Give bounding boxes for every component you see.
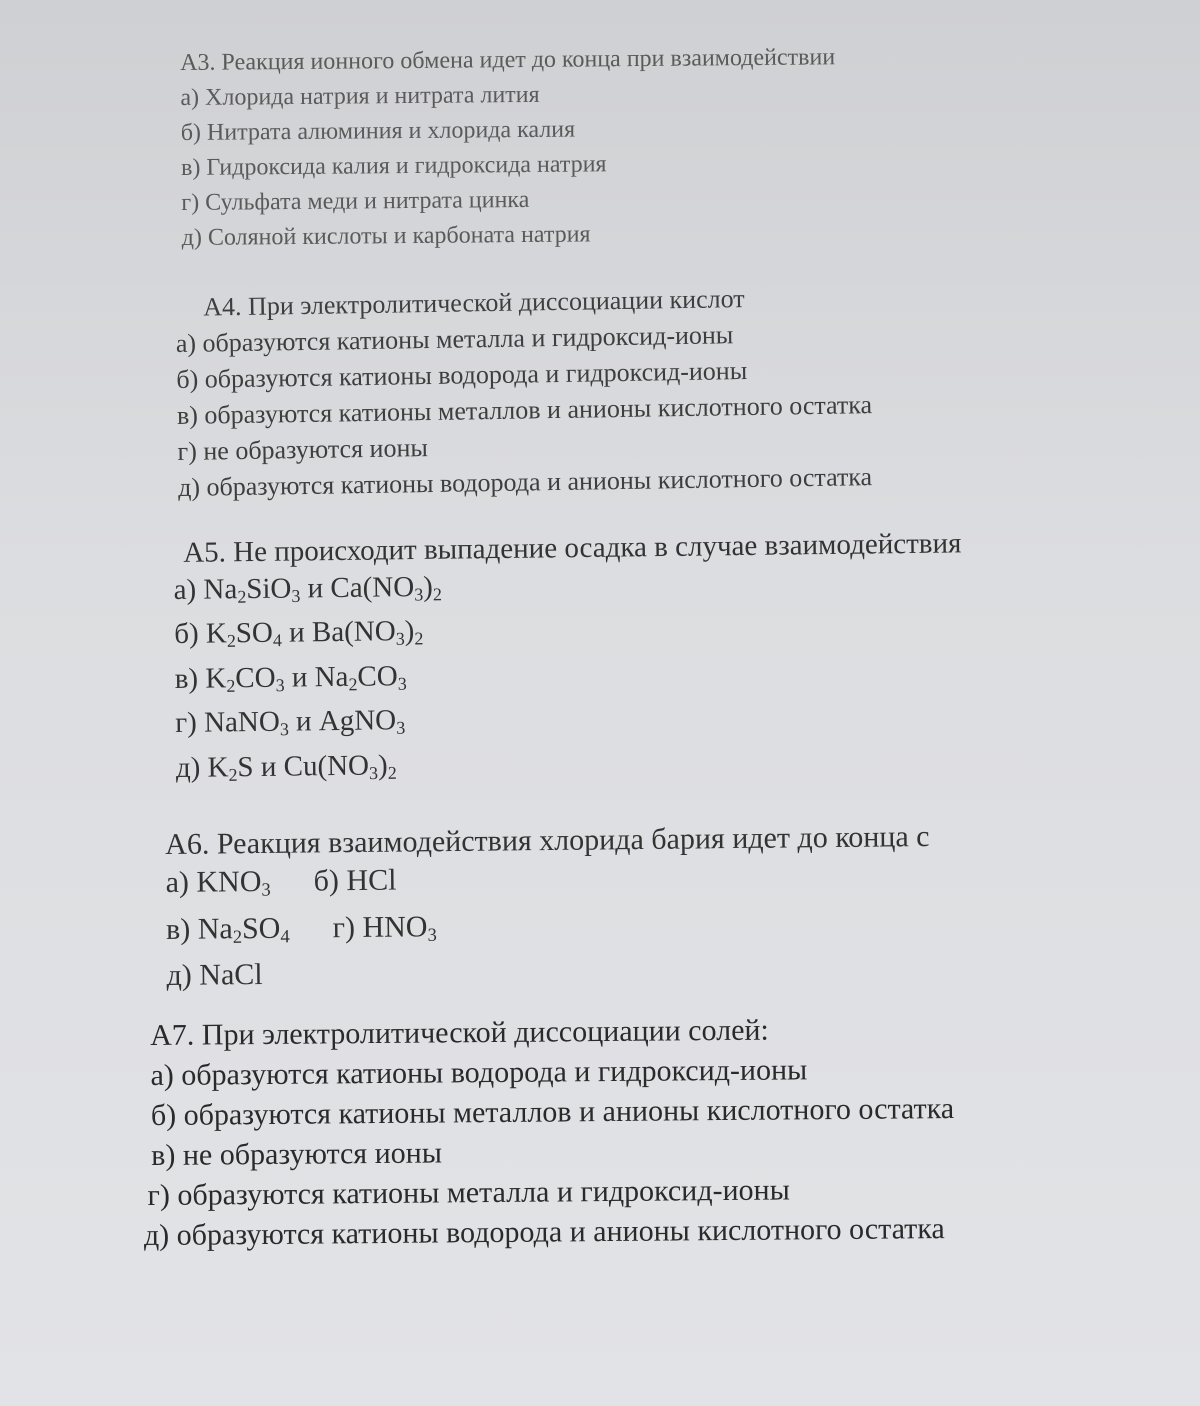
- conjunction: и: [260, 750, 277, 783]
- formula: AgNO$_3$: [318, 704, 406, 739]
- answer-option: в) Гидроксида калия и гидроксида натрия: [180, 151, 607, 181]
- formula: NaNO$_3$: [203, 706, 290, 740]
- formula: $K_2S$: [207, 750, 254, 785]
- formula: NaCl: [199, 958, 263, 992]
- answer-option: д) образуются катионы водорода и анионы кислотного остатка: [177, 462, 873, 502]
- conjunction: и: [295, 705, 312, 738]
- question-a6: [165, 818, 931, 995]
- answer-option: д) Соляной кислоты и карбоната натрия: [181, 221, 591, 251]
- question-a4: [175, 279, 873, 506]
- question-title: А6. Реакция взаимодействия хлорида бария идет до конца с: [165, 819, 930, 861]
- conjunction: и: [288, 616, 305, 650]
- question-a7: [143, 1009, 955, 1256]
- formula: $Cu(NO_3)_2$: [283, 749, 397, 784]
- formula: $HNO_3$: [362, 909, 437, 946]
- answer-row: [166, 949, 931, 995]
- option-letter: д): [166, 959, 193, 993]
- question-title: А3. Реакция ионного обмена идет до конца при взаимодействии: [180, 44, 836, 76]
- formula: HCl: [346, 863, 397, 898]
- answer-option: б) образуются катионы металлов и анионы кислотного остатка: [150, 1091, 955, 1132]
- question-title: А5. Не происходит выпадение осадка в случае взаимодействия: [183, 527, 962, 569]
- answer-row: [165, 856, 930, 911]
- option-letter: а): [165, 865, 190, 899]
- option-letter: в): [165, 912, 191, 946]
- formula: $Ba(NO_3)_2$: [311, 615, 424, 650]
- question-a3: [180, 40, 837, 256]
- formula: $Na_2CO_3$: [314, 660, 407, 695]
- formula: $Na_2SiO_3$: [203, 572, 301, 607]
- formula: $K_2SO_4$: [205, 617, 283, 652]
- answer-option: б) образуются катионы водорода и гидроксид-ионы: [176, 356, 748, 394]
- option-letter: б): [174, 618, 199, 651]
- answer-row: [166, 903, 931, 958]
- answer-option: г) Сульфата меди и нитрата цинка: [181, 186, 530, 216]
- answer-options: [173, 562, 964, 794]
- answer-option: а) Хлорида натрия и нитрата лития: [180, 81, 540, 111]
- option-letter: г): [175, 707, 198, 740]
- answer-option: а) образуются катионы металла и гидроксид-ионы: [175, 320, 734, 358]
- answer-option: в) не образуются ионы: [151, 1136, 443, 1172]
- option-letter: д): [175, 751, 201, 784]
- answer-option: д) образуются катионы водорода и анионы кислотного остатка: [143, 1212, 945, 1253]
- question-a5: [173, 525, 964, 794]
- conjunction: и: [291, 661, 308, 694]
- answer-option: в) образуются катионы металлов и анионы кислотного остатка: [176, 390, 873, 430]
- answer-option: г) не образуются ионы: [177, 433, 429, 466]
- question-title: А7. При электролитической диссоциации солей:: [150, 1013, 769, 1052]
- formula: $Na_2SO_4$: [197, 911, 290, 948]
- option-letter: а): [173, 573, 197, 606]
- option-letter: б): [313, 864, 340, 898]
- answer-option: г) образуются катионы металла и гидроксид-ионы: [147, 1173, 790, 1213]
- answer-option: а) образуются катионы водорода и гидроксид-ионы: [150, 1053, 808, 1092]
- answer-option: [176, 740, 965, 794]
- formula: $K_2CO_3$: [205, 661, 285, 696]
- option-letter: в): [174, 662, 199, 695]
- formula: $Ca(NO_3)_2$: [330, 570, 443, 605]
- answer-option: б) Нитрата алюминия и хлорида калия: [180, 116, 576, 146]
- question-title: А4. При электролитической диссоциации кислот: [203, 284, 745, 322]
- formula: $KNO_3$: [196, 864, 271, 901]
- option-letter: г): [332, 910, 356, 944]
- conjunction: и: [307, 572, 324, 605]
